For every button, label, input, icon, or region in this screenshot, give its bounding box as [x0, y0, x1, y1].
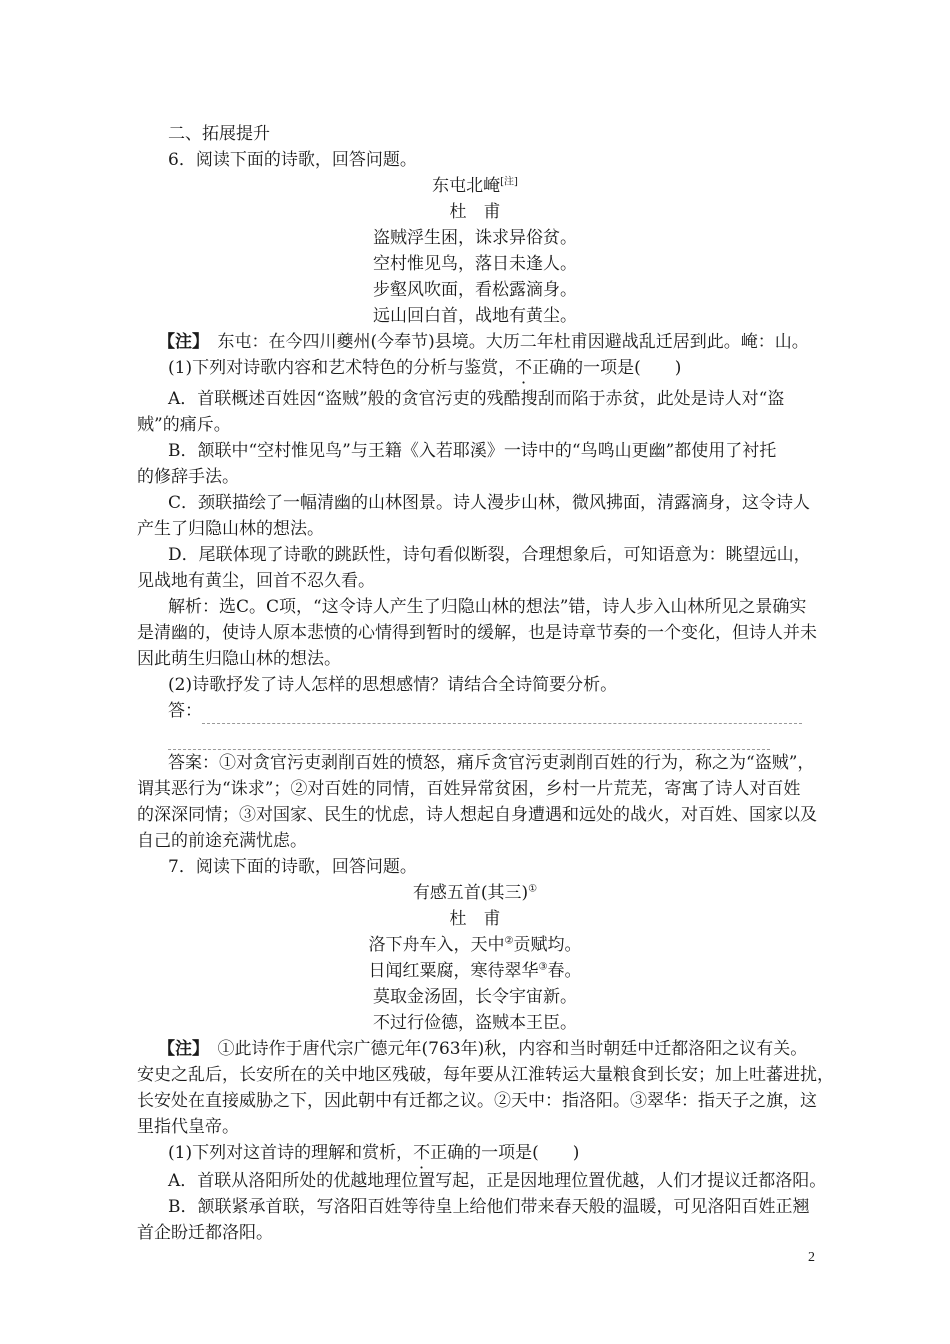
section-title: 二、拓展提升 — [168, 124, 270, 144]
poem-verse: 洛下舟车入，天中②贡赋均。 — [368, 935, 582, 955]
answer-line: 答： — [168, 698, 950, 724]
answer-text-cont: 谓其恶行为“诛求”；②对百姓的同情，百姓异常贫困，乡村一片荒芜，寄寓了诗人对百姓 — [137, 779, 801, 799]
option-a: A．首联从洛阳所处的优越地理位置写起，正是因地理位置优越，人们才提议迁都洛阳。 — [168, 1171, 827, 1191]
analysis-cont: 因此萌生归隐山林的想法。 — [137, 649, 341, 669]
poem-note: 【注】 ①此诗作于唐代宗广德元年(763年)秋，内容和当时朝廷中迁都洛阳之议有关。 — [158, 1039, 808, 1059]
option-c-cont: 产生了归隐山林的想法。 — [137, 519, 324, 539]
option-b-cont: 首企盼迁都洛阳。 — [137, 1223, 273, 1243]
answer-line-2 — [168, 724, 950, 750]
poem-note-cont: 长安处在直接威胁之下，因此朝中有迁都之议。②天中：指洛阳。③翠华：指天子之旗，这 — [137, 1091, 817, 1111]
poem-verse: 空村惟见鸟，落日未逢人。 — [373, 254, 577, 274]
option-d: D．尾联体现了诗歌的跳跃性，诗句看似断裂，合理想象后，可知语意为：眺望远山， — [168, 545, 811, 565]
answer-text-cont: 自己的前途充满忧虑。 — [137, 831, 307, 851]
note-marker: ① — [528, 883, 538, 895]
subquestion-2: (2)诗歌抒发了诗人怎样的思想感情？请结合全诗简要分析。 — [168, 675, 618, 695]
analysis-cont: 是清幽的，使诗人原本悲愤的心情得到暂时的缓解，也是诗章节奏的一个变化，但诗人并未 — [137, 623, 817, 643]
question-7-prompt: 7．阅读下面的诗歌，回答问题。 — [168, 857, 417, 877]
poem-verse: 步壑风吹面，看松露滴身。 — [373, 280, 577, 300]
poem-note: 【注】 东屯：在今四川夔州(今奉节)县境。大历二年杜甫因避战乱迁居到此。崦：山。 — [158, 332, 809, 352]
poem-note-cont: 安史之乱后，长安所在的关中地区残破，每年要从江淮转运大量粮食到长安；加上吐蕃进扰， — [137, 1065, 834, 1085]
option-b-cont: 的修辞手法。 — [137, 467, 239, 487]
page-number: 2 — [808, 1250, 815, 1265]
answer-text-cont: 的深深同情；③对国家、民生的忧虑，诗人想起自身遭遇和远处的战火，对百姓、国家以及 — [137, 805, 817, 825]
poem-title: 东屯北崦[注] — [432, 176, 518, 196]
poem-verse: 不过行俭德，盗贼本王臣。 — [373, 1013, 577, 1033]
option-d-cont: 见战地有黄尘，回首不忍久看。 — [137, 571, 375, 591]
subquestion-1: (1)下列对这首诗的理解和赏析，不正确的一项是( ) — [168, 1143, 580, 1163]
option-b: B．颔联中“空村惟见鸟”与王籍《入若耶溪》一诗中的“鸟鸣山更幽”都使用了衬托 — [168, 441, 777, 461]
option-b: B．颔联紧承首联，写洛阳百姓等待皇上给他们带来春天般的温暖，可见洛阳百姓正翘 — [168, 1197, 810, 1217]
poem-verse: 日闻红粟腐，寒待翠华③春。 — [368, 961, 582, 981]
option-a-cont: 贼”的痛斥。 — [137, 415, 231, 435]
option-c: C．颈联描绘了一幅清幽的山林图景。诗人漫步山林，微风拂面，清露滴身，这令诗人 — [168, 493, 811, 513]
option-a: A．首联概述百姓因“盗贼”般的贪官污吏的残酷搜刮而陷于赤贫，此处是诗人对“盗 — [168, 389, 785, 409]
poem-verse: 远山回白首，战地有黄尘。 — [373, 306, 577, 326]
answer-text: 答案：①对贪官污吏剥削百姓的愤怒，痛斥贪官污吏剥削百姓的行为，称之为“盗贼”， — [168, 753, 815, 773]
poem-note-cont: 里指代皇帝。 — [137, 1117, 239, 1137]
analysis: 解析：选C。C项，“这令诗人产生了归隐山林的想法”错，诗人步入山林所见之景确实 — [168, 597, 807, 617]
poem-author: 杜 甫 — [449, 909, 501, 929]
note-marker: [注] — [500, 176, 518, 188]
poem-verse: 盗贼浮生困，诛求异俗贫。 — [373, 228, 577, 248]
poem-title: 有感五首(其三)① — [412, 883, 538, 903]
subquestion-1: (1)下列对诗歌内容和艺术特色的分析与鉴赏，不正确的一项是( ) — [168, 358, 682, 378]
poem-author: 杜 甫 — [449, 202, 501, 222]
question-6-prompt: 6．阅读下面的诗歌，回答问题。 — [168, 150, 417, 170]
poem-verse: 莫取金汤固，长令宇宙新。 — [373, 987, 577, 1007]
